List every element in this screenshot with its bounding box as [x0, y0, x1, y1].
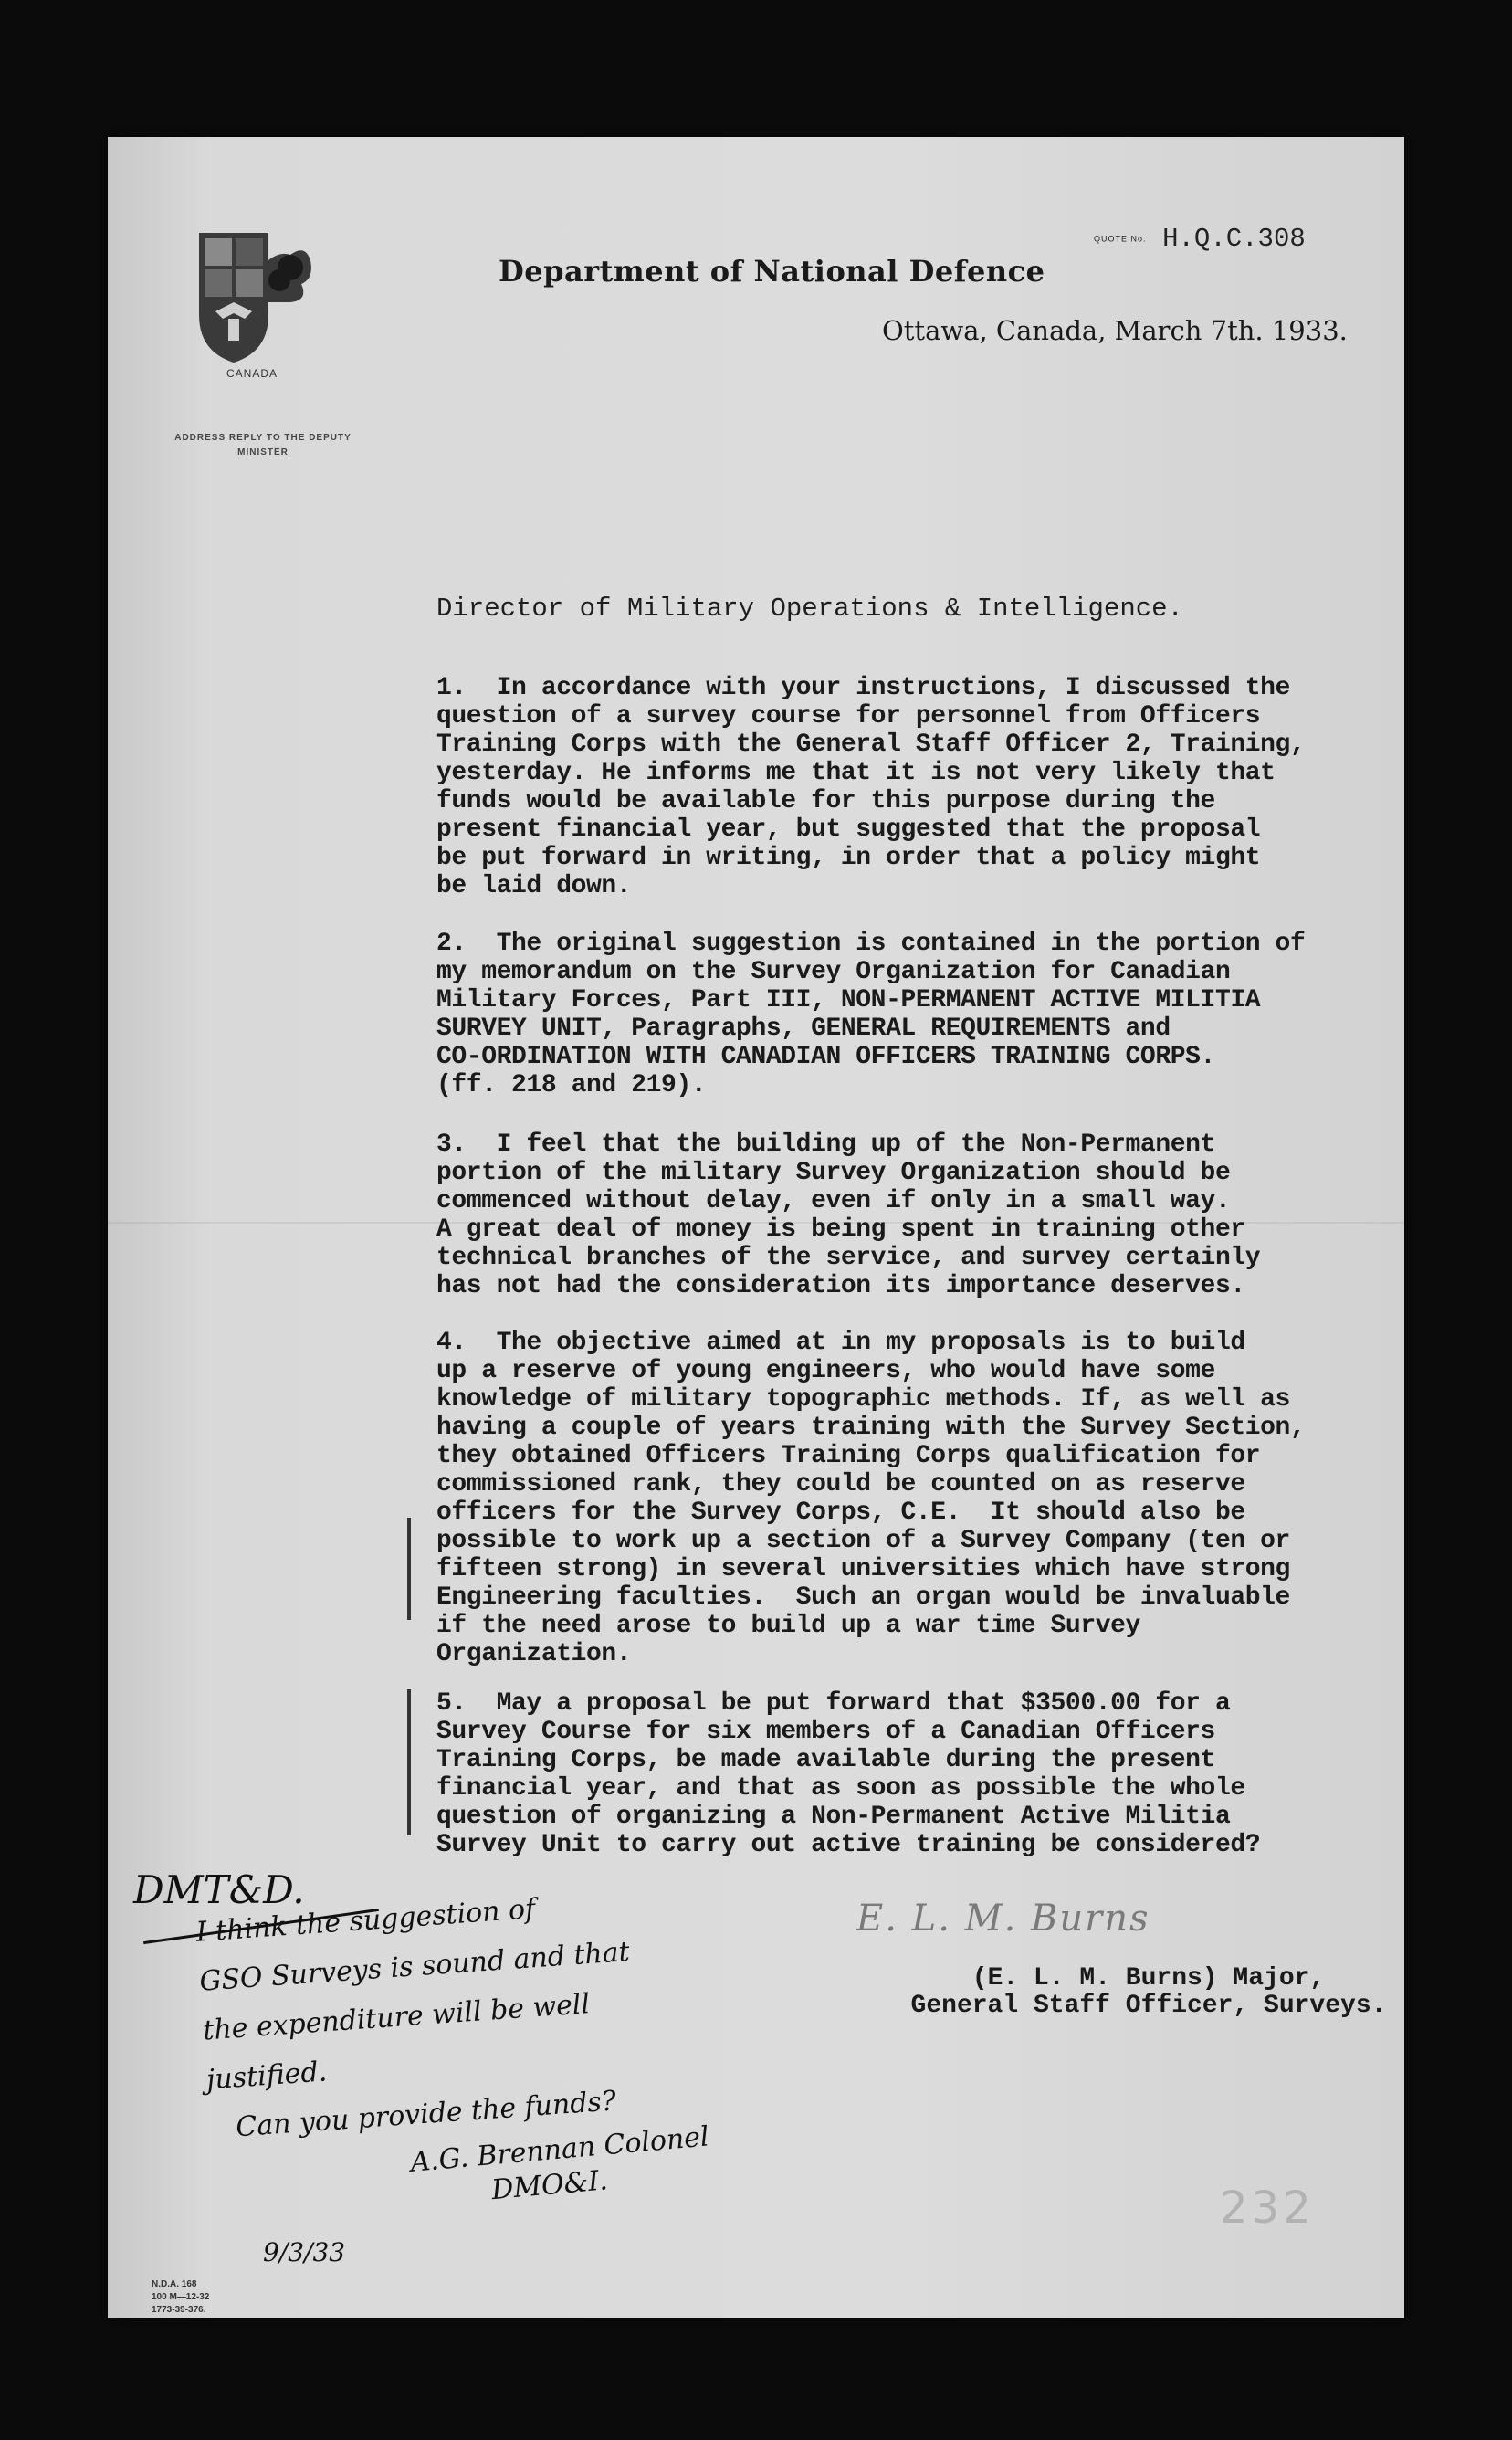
place-date: Ottawa, Canada, March 7th. 1933.	[882, 315, 1348, 346]
paragraph-4: 4. The objective aimed at in my proposals is to build up a reserve of young engineers, who would have some knowledge of military topographic methods. If, as well as having a couple of years training with the Survey Section, they obtained Officers Training Corps qualification for commissioned rank, they could be counted on as reserve officers for the Survey Corps, C.E. It should also be possible to work up a section of a Survey Company (ten or fifteen strong) in several universities which have strong Engineering faculties. Such an organ would be invaluable if the need arose to build up a war time Survey Organization.	[436, 1329, 1306, 1668]
minute-date: 9/3/33	[263, 2237, 346, 2267]
form-code: N.D.A. 168 100 M—12-32 1773-39-376.	[152, 2279, 210, 2315]
quote-label: QUOTE No.	[1094, 234, 1147, 244]
address-reply-note: ADDRESS REPLY TO THE DEPUTY MINISTER	[174, 433, 352, 458]
coat-of-arms-icon	[188, 224, 316, 365]
signature-block	[884, 1965, 1413, 2020]
paragraph-2: 2. The original suggestion is contained in the portion of my memorandum on the Survey Organization for Canadian Military Forces, Part III, NON-PERMANENT ACTIVE MILITIA SURVEY UNIT, Paragraphs, GENERAL REQUIREMENTS and CO-ORDINATION WITH CANADIAN OFFICERS TRAINING CORPS. (ff. 218 and 219).	[436, 930, 1306, 1099]
minute-signoff: A.G. Brennan Colonel DMO&I.	[409, 2120, 710, 2214]
crest-caption: CANADA	[226, 367, 278, 380]
minute-reference: DMT&D.	[133, 1867, 305, 1912]
paragraph-3: 3. I feel that the building up of the Non-Permanent portion of the military Survey Organization should be commenced without delay, even if only in a small way. A great deal of money is being spent in training other technical branches of the service, and survey certainly has not had the consideration its importance deserves.	[436, 1131, 1261, 1300]
paragraph-1: 1. In accordance with your instructions, I discussed the question of a survey course for personnel from Officers Training Corps with the General Staff Officer 2, Training, yesterday. He informs me that it is not very likely that funds would be available for this purpose during the present financial year, but suggested that the proposal be put forward in writing, in order that a policy might be laid down.	[436, 674, 1306, 900]
handwritten-signature: E. L. M. Burns	[856, 1898, 1150, 1940]
signature-name: (E. L. M. Burns) Major,	[971, 1964, 1326, 1993]
margin-mark	[407, 1689, 411, 1835]
quote-number: H.Q.C.308	[1162, 224, 1306, 254]
addressee: Director of Military Operations & Intelligence.	[436, 594, 1183, 624]
file-number-stamp: 232	[1220, 2182, 1315, 2234]
paragraph-5: 5. May a proposal be put forward that $3500.00 for a Survey Course for six members of a Canadian Officers Training Corps, be made available during the present financial year, and that as soon as possible the whole question of organizing a Non-Permanent Active Militia Survey Unit to carry out active training be considered?	[436, 1689, 1261, 1859]
department-title: Department of National Defence	[499, 254, 1045, 289]
handwritten-minute: I think the suggestion of GSO Surveys is sound and that the expenditure will be well justified. Can you provide the funds?	[194, 1893, 631, 2146]
margin-mark	[407, 1518, 411, 1620]
quote-reference	[1094, 224, 1306, 254]
signature-title: General Staff Officer, Surveys.	[910, 1992, 1387, 2020]
letter-page	[108, 137, 1404, 2318]
